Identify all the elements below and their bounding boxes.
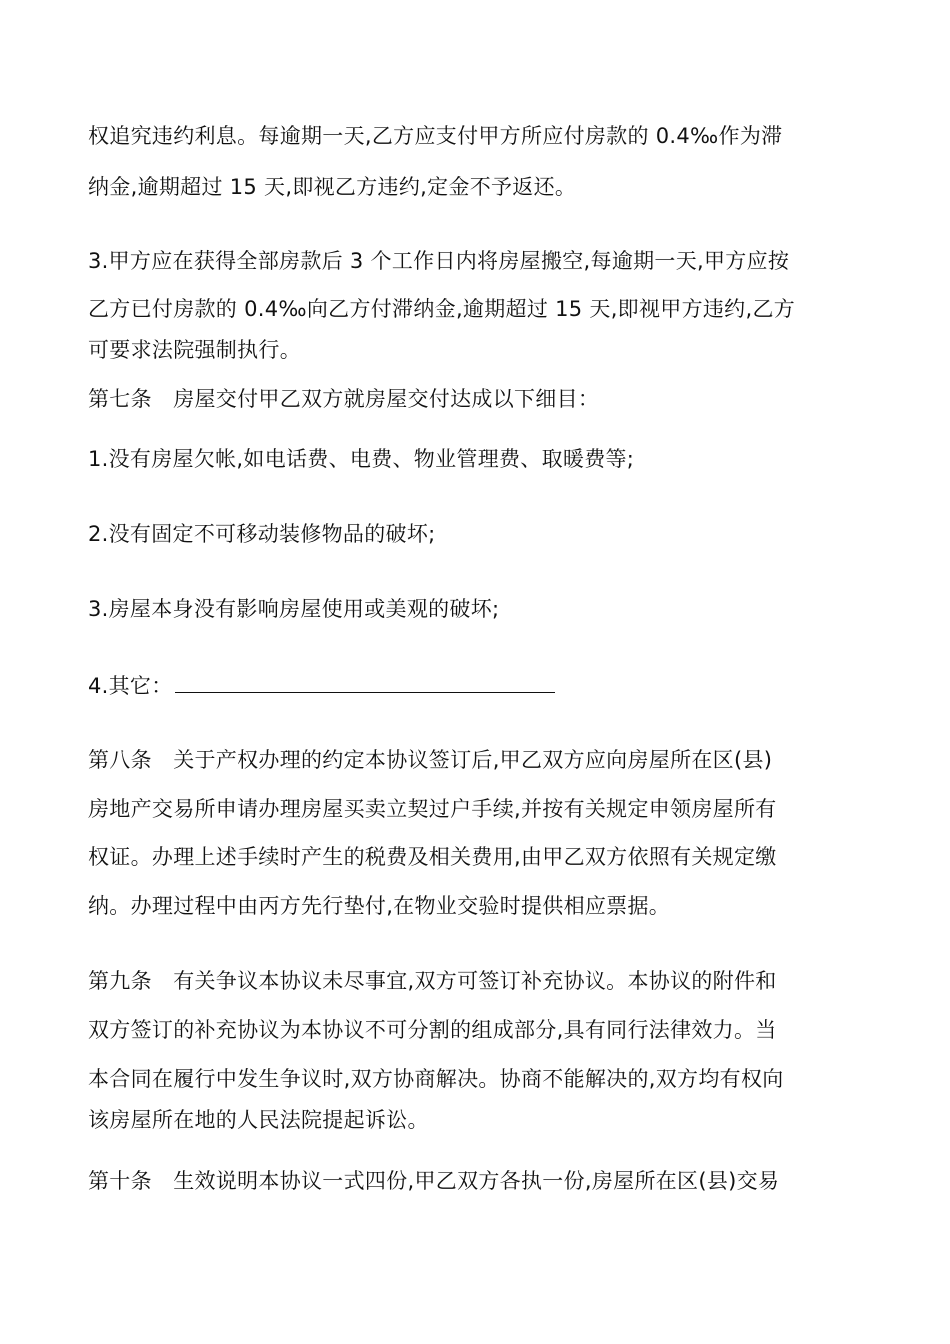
- text-line: 乙方已付房款的 0.4‰向乙方付滞纳金,逾期超过 15 天,即视甲方违约,乙方: [88, 297, 796, 321]
- text-line: 3.甲方应在获得全部房款后 3 个工作日内将房屋搬空,每逾期一天,甲方应按: [88, 249, 790, 273]
- list-item: 1.没有房屋欠帐,如电话费、电费、物业管理费、取暖费等;: [88, 447, 635, 471]
- text-line: 房地产交易所申请办理房屋买卖立契过户手续,并按有关规定申领房屋所有: [88, 797, 777, 821]
- text-line: 本合同在履行中发生争议时,双方协商解决。协商不能解决的,双方均有权向: [88, 1067, 784, 1091]
- list-item: [88, 670, 878, 701]
- section-heading: 第十条 生效说明本协议一式四份,甲乙双方各执一份,房屋所在区(县)交易: [88, 1169, 780, 1193]
- text-line: 权证。办理上述手续时产生的税费及相关费用,由甲乙双方依照有关规定缴: [88, 845, 777, 869]
- section-heading: 第七条 房屋交付甲乙双方就房屋交付达成以下细目：: [88, 387, 600, 411]
- text-line: 纳金,逾期超过 15 天,即视乙方违约,定金不予返还。: [88, 175, 577, 199]
- section-heading: 第九条 有关争议本协议未尽事宜,双方可签订补充协议。本协议的附件和: [88, 969, 777, 993]
- text-line: 权追究违约利息。每逾期一天,乙方应支付甲方所应付房款的 0.4‰作为滞: [88, 124, 783, 148]
- list-item-label: 4.其它：: [88, 674, 173, 698]
- list-item: 3.房屋本身没有影响房屋使用或美观的破坏;: [88, 597, 500, 621]
- text-line: 该房屋所在地的人民法院提起诉讼。: [88, 1108, 429, 1132]
- text-line: 可要求法院强制执行。: [88, 338, 301, 362]
- section-heading: 第八条 关于产权办理的约定本协议签订后,甲乙双方应向房屋所在区(县): [88, 748, 773, 772]
- text-line: 纳。办理过程中由丙方先行垫付,在物业交验时提供相应票据。: [88, 894, 671, 918]
- fill-in-blank: [175, 670, 555, 693]
- text-line: 双方签订的补充协议为本协议不可分割的组成部分,具有同行法律效力。当: [88, 1018, 777, 1042]
- list-item: 2.没有固定不可移动装修物品的破坏;: [88, 522, 436, 546]
